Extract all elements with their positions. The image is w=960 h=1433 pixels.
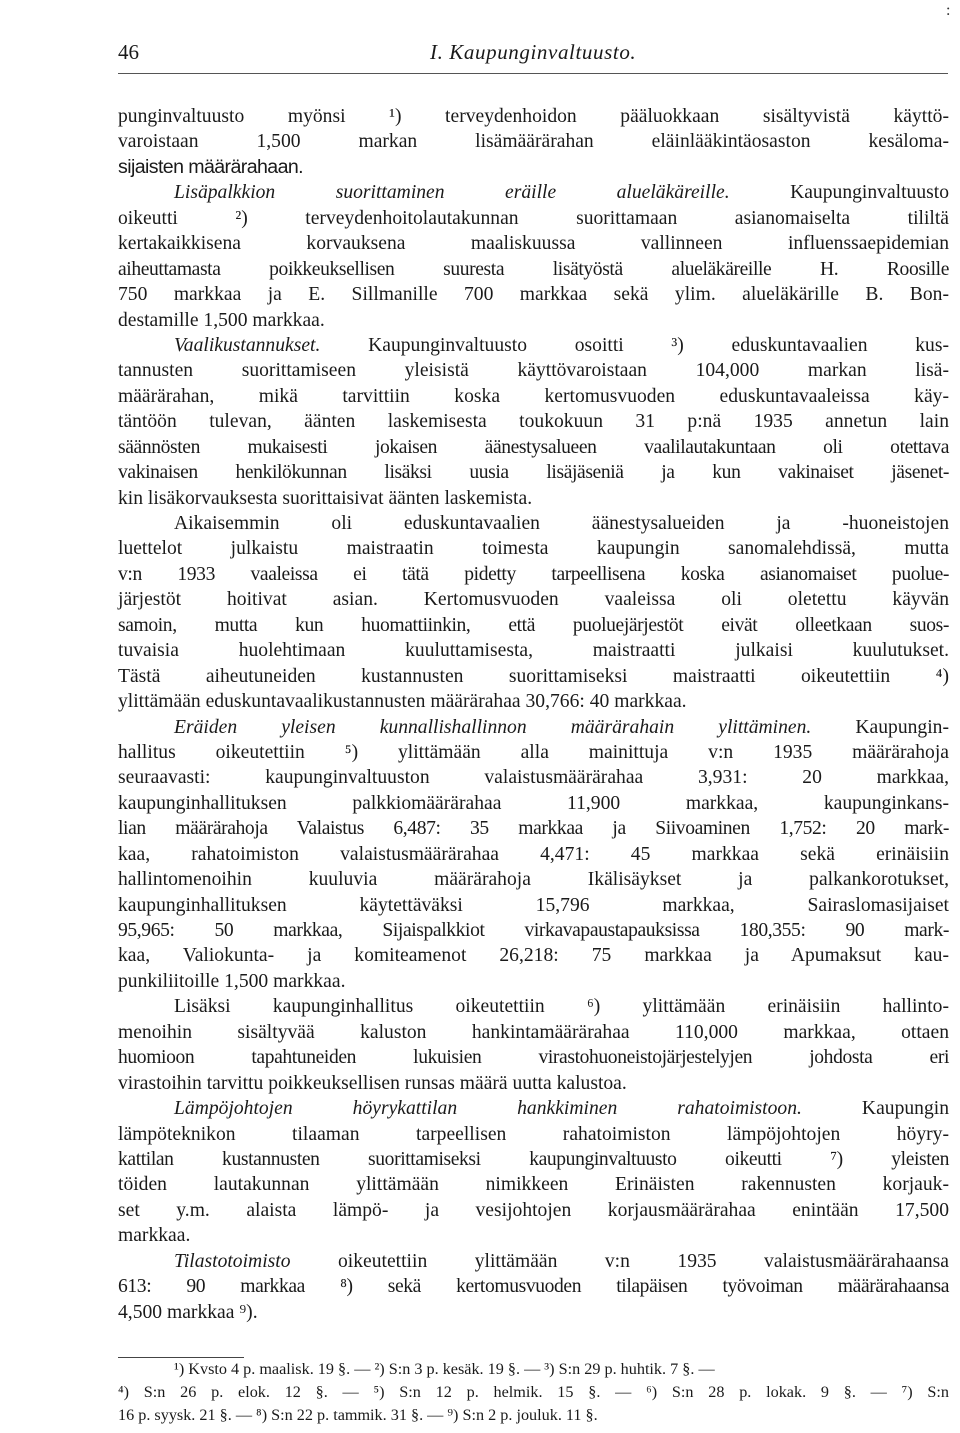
text-line: 4,500 markkaa ⁹). — [118, 1301, 258, 1323]
text-line: Tästä aiheutuneiden kustannusten suorittamiseksi maistraatti oikeutettiin ⁴) — [118, 665, 949, 687]
section-heading: Eräiden yleisen kunnallishallinnon määrärahain ylittäminen. — [174, 716, 812, 738]
footnotes — [118, 1358, 949, 1427]
footnote-line: 16 p. syysk. 21 §. — ⁸) S:n 22 p. tammik. 31 §. — ⁹) S:n 2 p. jouluk. 11 §. — [118, 1406, 598, 1424]
text-line: punginvaltuusto myönsi ¹) terveydenhoidon pääluokkaan sisältyvistä käyttö- — [118, 106, 949, 127]
text-line: kaupunginhallituksen palkkiomäärärahaa 11,900 markkaa, kaupunginkans- — [118, 792, 949, 814]
text-run: oikeutettiin ylittämään v:n 1935 valaistusmäärärahaansa — [338, 1250, 950, 1272]
text-line: lian määrärahoja Valaistus 6,487: 35 markkaa ja Siivoaminen 1,752: 20 mark- — [118, 818, 949, 840]
text-line: kattilan kustannusten suorittamiseksi kaupunginvaltuusto oikeutti ⁷) yleisten — [118, 1148, 949, 1170]
section-heading: Lisäpalkkion suorittaminen eräille alueläkäreille. — [174, 182, 730, 204]
section-heading-line — [118, 1096, 949, 1121]
text-line: täntöön tulevan, äänten laskemisesta toukokuun 31 p:nä 1935 annetun lain — [118, 411, 949, 433]
footnote-line: ⁴) S:n 26 p. elok. 12 §. — ⁵) S:n 12 p. helmik. 15 §. — ⁶) S:n 28 p. lokak. 9 §. — ⁷) S:n — [118, 1383, 949, 1401]
text-line: seuraavasti: kaupunginvaltuuston valaistusmäärärahaa 3,931: 20 markkaa, — [118, 767, 949, 789]
text-line: ylittämään eduskuntavaalikustannusten määrärahaa 30,766: 40 markkaa. — [118, 691, 687, 713]
text-line: tuvaisia huolehtimaan kuuluttamisesta, maistraatti julkaisi kuulutukset. — [118, 640, 949, 662]
text-line: kin lisäkorvauksesta suorittaisivat äänten laskemista. — [118, 487, 533, 509]
page-number: 46 — [118, 40, 139, 64]
text-line: samoin, mutta kun huomattiinkin, että puoluejärjestöt eivät olleetkaan suos- — [118, 614, 949, 636]
text-line: punkiliitoille 1,500 markkaa. — [118, 970, 346, 992]
text-line: huomioon tapahtuneiden lukuisien virastohuoneistojärjestelyjen johdosta eri — [118, 1047, 949, 1069]
text-line: aiheuttamasta poikkeuksellisen suuresta lisätyöstä alueläkäreille H. Roosille — [118, 258, 949, 280]
text-line: Aikaisemmin oli eduskuntavaalien äänestysalueiden ja -huoneistojen — [174, 513, 949, 534]
text-line: kaa, rahatoimiston valaistusmäärärahaa 4,471: 45 markkaa sekä erinäisiin — [118, 843, 949, 865]
text-line: 613: 90 markkaa ⁸) sekä kertomusvuoden tilapäisen työvoiman määrärahaansa — [118, 1276, 949, 1298]
text-line: järjestöt hoitivat asian. Kertomusvuoden vaaleissa oli oletettu käyvän — [118, 589, 949, 611]
text-line: kertakaikkisena korvauksena maaliskuussa vallinneen influenssaepidemian — [118, 233, 949, 255]
text-line: säännösten mukaisesti jokaisen äänestysalueen vaalilautakuntaan oli otettava — [118, 436, 949, 458]
section-heading: Lämpöjohtojen höyrykattilan hankkiminen rahatoimistoon. — [174, 1098, 802, 1120]
text-line: tannusten suorittamiseen yleisistä käyttövaroistaan 104,000 markan lisä- — [118, 360, 949, 382]
text-line: Lisäksi kaupunginhallitus oikeutettiin ⁶) ylittämään erinäisiin hallinto- — [174, 996, 949, 1018]
section-heading-line — [118, 180, 949, 205]
text-line: 95,965: 50 markkaa, Sijaispalkkiot virkavapaustapauksissa 180,355: 90 mark- — [118, 920, 949, 941]
text-line: markkaa. — [118, 1225, 191, 1247]
text-line: v:n 1933 vaaleissa ei tätä pidetty tarpeellisena koska asianomaiset puolue- — [118, 563, 949, 585]
text-line: varoistaan 1,500 markan lisämäärärahan eläinlääkintäosaston kesäloma- — [118, 131, 949, 153]
text-line: luettelot julkaistu maistraatin toimesta kaupungin sanomalehdissä, mutta — [118, 538, 949, 560]
header-rule — [118, 73, 948, 74]
text-line: hallintomenoihin kuuluvia määrärahoja Ikälisäykset ja palkankorotukset, — [118, 869, 949, 891]
page-header — [118, 40, 948, 72]
footnote-line: ¹) Kvsto 4 p. maalisk. 19 §. — ²) S:n 3 p. kesäk. 19 §. — ³) S:n 29 p. huhtik. 7 §. — — [174, 1360, 715, 1378]
text-line: kaa, Valiokunta- ja komiteamenot 26,218: 75 markkaa ja Apumaksut kau- — [118, 945, 949, 967]
running-title: I. Kaupunginvaltuusto. — [430, 40, 637, 64]
section-heading-line — [118, 1249, 949, 1274]
text-line: virastoihin tarvittu poikkeuksellisen runsas määrä uutta kalustoa. — [118, 1072, 627, 1094]
text-line: set y.m. alaista lämpö- ja vesijohtojen korjausmäärärahaa enintään 17,500 — [118, 1199, 949, 1221]
text-line: kaupunginhallituksen käytettäväksi 15,796 markkaa, Sairaslomasijaiset — [118, 894, 949, 916]
section-heading: Tilastotoimisto — [174, 1250, 291, 1272]
text-run: Kaupunginvaltuusto — [790, 182, 949, 204]
section-heading-line — [118, 715, 949, 740]
text-line: destamille 1,500 markkaa. — [118, 309, 325, 331]
text-line: oikeutti ²) terveydenhoitolautakunnan suorittamaan asianomaiselta tililtä — [118, 207, 949, 229]
text-line: töiden lautakunnan ylittämään nimikkeen Erinäisten rakennusten korjauk- — [118, 1174, 949, 1196]
text-line: lämpöteknikon tilaaman tarpeellisen rahatoimiston lämpöjohtojen höyry- — [118, 1123, 949, 1145]
text-line: 750 markkaa ja E. Sillmanille 700 markkaa sekä ylim. alueläkärille B. Bon- — [118, 284, 949, 306]
text-line: hallitus oikeutettiin ⁵) ylittämään alla mainittuja v:n 1935 määrärahoja — [118, 741, 949, 763]
text-line: vakinaisen henkilökunnan lisäksi uusia lisäjäseniä ja kun vakinaiset jäsenet- — [118, 462, 949, 484]
text-run: Kaupungin — [861, 1098, 949, 1120]
text-line: sijaisten määrärahaan. — [118, 155, 304, 178]
section-heading-line — [118, 333, 949, 358]
stray-print-mark: : — [946, 2, 951, 19]
text-run: Kaupungin- — [855, 716, 949, 738]
body-text — [118, 104, 949, 1325]
section-heading: Vaalikustannukset. — [174, 334, 321, 356]
text-run: Kaupunginvaltuusto osoitti ³) eduskuntavaalien kus- — [368, 334, 949, 356]
text-line: määrärahan, mikä tarvittiin koska kertomusvuoden eduskuntavaaleissa käy- — [118, 385, 949, 407]
text-line: menoihin sisältyvää kaluston hankintamäärärahaa 110,000 markkaa, ottaen — [118, 1021, 949, 1043]
